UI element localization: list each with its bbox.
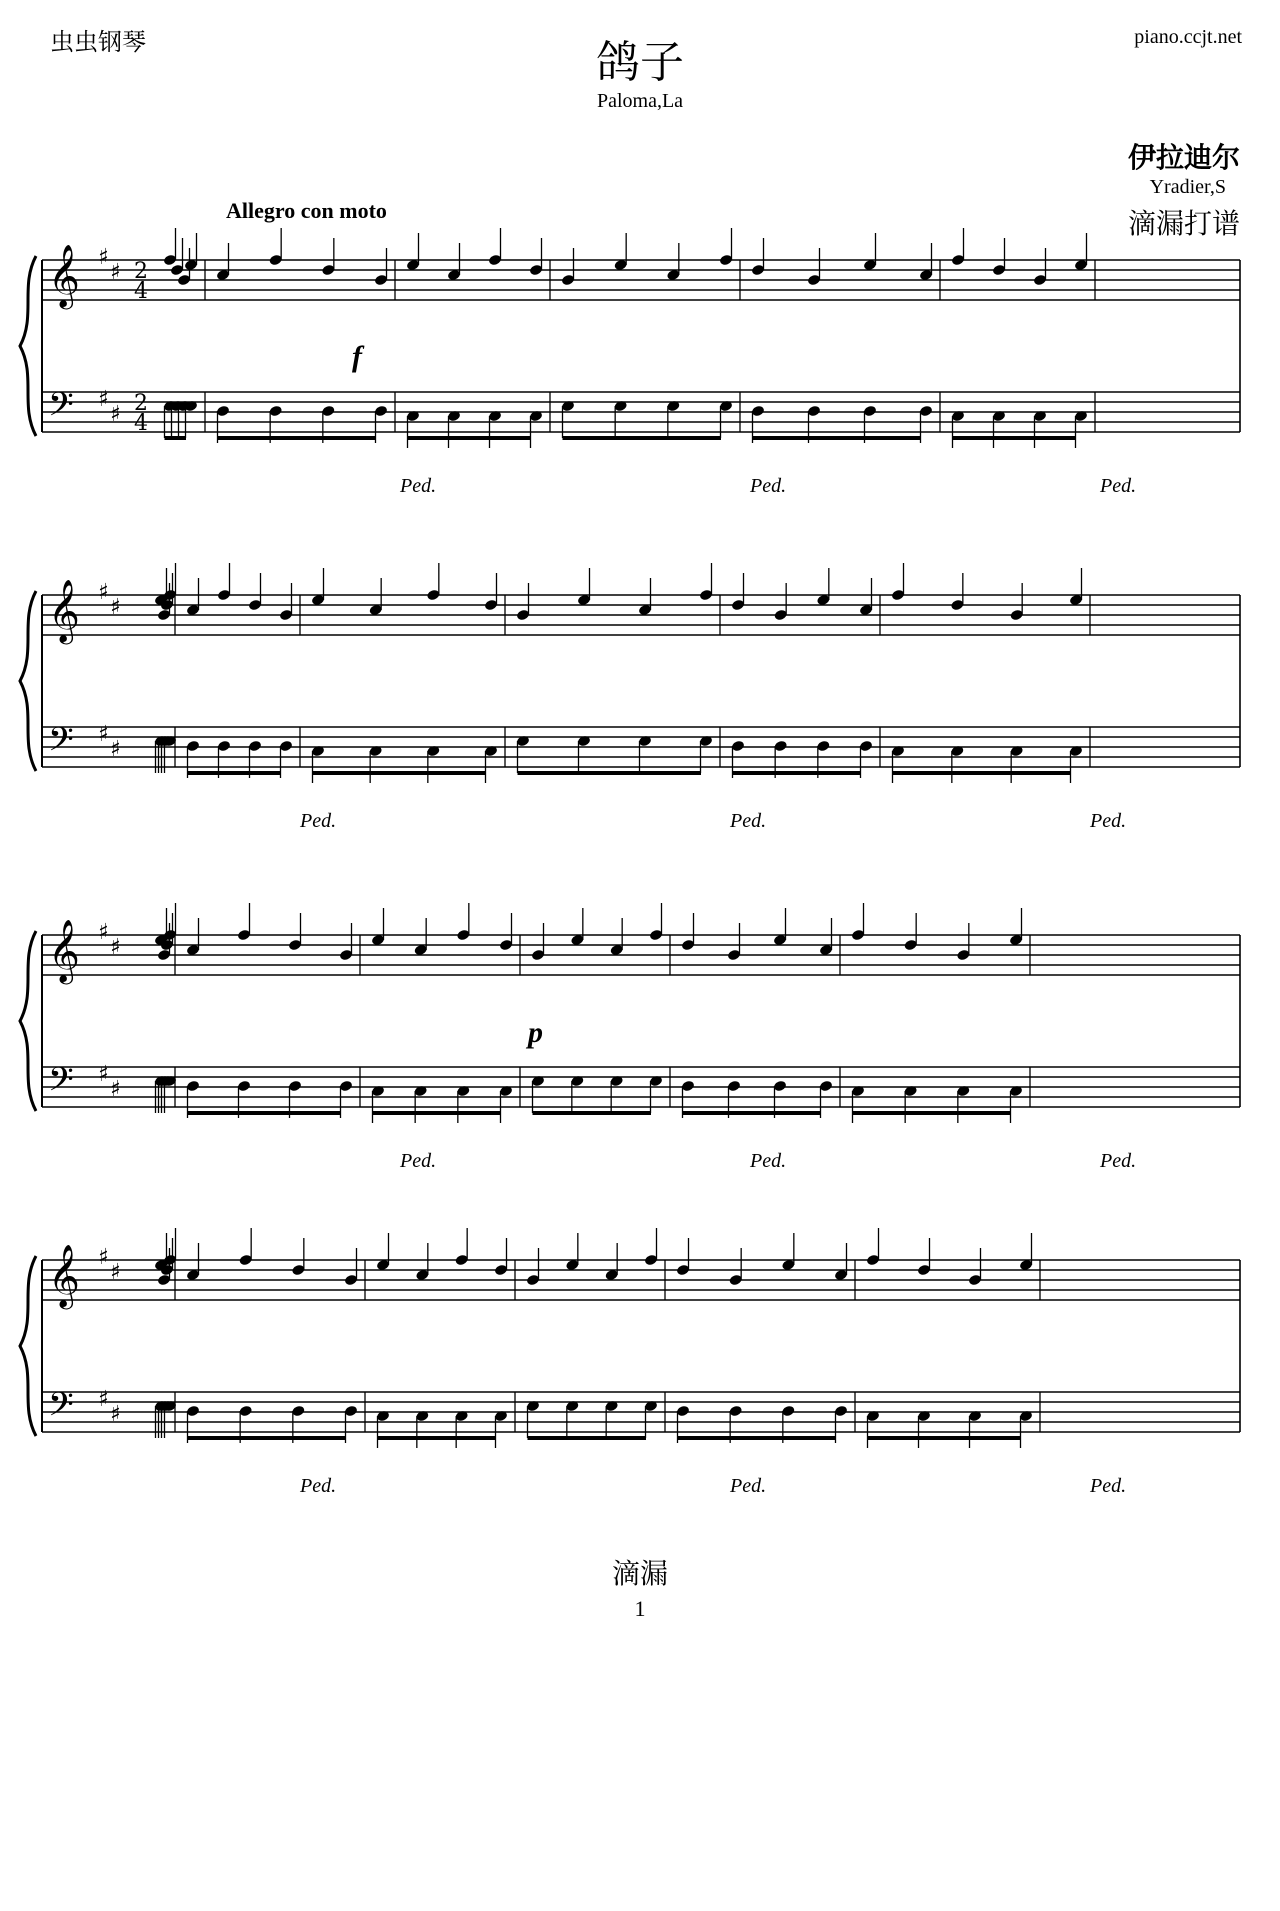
sharp-icon: ♯ — [98, 580, 109, 605]
piece-title: 鸽子 — [596, 37, 684, 88]
pedal-mark: Ped. — [400, 1150, 437, 1172]
tempo-marking: Allegro con moto — [226, 198, 387, 223]
sharp-icon: ♯ — [110, 737, 121, 762]
composer-name: 伊拉迪尔 — [1127, 141, 1240, 174]
brace — [20, 931, 36, 1111]
pedal-mark: Ped. — [300, 810, 337, 832]
sharp-icon: ♯ — [98, 1387, 109, 1412]
beam — [563, 436, 722, 440]
bass-clef-icon: 𝄢 — [48, 721, 74, 767]
pedal-mark: Ped. — [1090, 1475, 1127, 1497]
time-sig-bottom: 4 — [134, 279, 148, 304]
sharp-icon: ♯ — [110, 1402, 121, 1427]
beam — [218, 436, 377, 440]
sharp-icon: ♯ — [98, 1062, 109, 1087]
beam — [953, 436, 1077, 440]
page-number: 1 — [634, 1596, 646, 1621]
sharp-icon: ♯ — [110, 402, 121, 427]
beam — [188, 1111, 342, 1115]
composer-latin-name: Yradier,S — [1149, 176, 1226, 198]
beam — [408, 436, 532, 440]
beam — [678, 1436, 837, 1440]
beam — [188, 1436, 347, 1440]
beam — [853, 1111, 1012, 1115]
beam — [378, 1436, 497, 1440]
beam — [893, 771, 1072, 775]
score-system — [20, 563, 1240, 783]
treble-clef-icon: 𝄞 — [48, 244, 80, 307]
beam — [868, 1436, 1022, 1440]
sharp-icon: ♯ — [110, 935, 121, 960]
score-system — [20, 1228, 1240, 1448]
site-name: 虫虫钢琴 — [50, 28, 146, 56]
footer-transcriber: 滴漏 — [611, 1557, 668, 1590]
bass-clef-icon: 𝄢 — [48, 1386, 74, 1432]
treble-clef-icon: 𝄞 — [48, 1244, 80, 1307]
bass-clef-icon: 𝄢 — [48, 386, 74, 432]
piece-subtitle: Paloma,La — [596, 90, 684, 112]
sharp-icon: ♯ — [110, 260, 121, 285]
sharp-icon: ♯ — [98, 387, 109, 412]
time-sig-top: 2 — [134, 391, 148, 416]
pedal-mark: Ped. — [400, 475, 437, 497]
dynamic-piano: p — [528, 1016, 543, 1049]
sharp-icon: ♯ — [110, 1077, 121, 1102]
beam — [165, 436, 187, 440]
sharp-icon: ♯ — [98, 920, 109, 945]
time-sig-bottom: 4 — [134, 411, 148, 436]
beam — [373, 1111, 502, 1115]
sharp-icon: ♯ — [98, 1245, 109, 1270]
pedal-mark: Ped. — [730, 1475, 767, 1497]
beam — [733, 771, 862, 775]
treble-clef-icon: 𝄞 — [48, 919, 80, 982]
beam — [313, 771, 487, 775]
bass-clef-icon: 𝄢 — [48, 1061, 74, 1107]
pedal-mark: Ped. — [730, 810, 767, 832]
pedal-mark: Ped. — [1100, 1150, 1137, 1172]
beam — [528, 1436, 647, 1440]
sharp-icon: ♯ — [110, 595, 121, 620]
beam — [188, 771, 282, 775]
beam — [518, 771, 702, 775]
score-system — [20, 228, 1240, 448]
sharp-icon: ♯ — [98, 722, 109, 747]
sharp-icon: ♯ — [98, 245, 109, 270]
site-url: piano.ccjt.net — [1134, 26, 1242, 48]
brace — [20, 591, 36, 771]
score-system — [20, 903, 1240, 1123]
treble-clef-icon: 𝄞 — [48, 579, 80, 642]
pedal-mark: Ped. — [1090, 810, 1127, 832]
transcriber-credit: 滴漏打谱 — [1127, 207, 1240, 240]
brace — [20, 256, 36, 436]
beam — [533, 1111, 652, 1115]
pedal-mark: Ped. — [750, 475, 787, 497]
dynamic-forte: f — [352, 340, 362, 373]
sharp-icon: ♯ — [110, 1260, 121, 1285]
pedal-mark: Ped. — [1100, 475, 1137, 497]
pedal-mark: Ped. — [300, 1475, 337, 1497]
brace — [20, 1256, 36, 1436]
beam — [753, 436, 922, 440]
pedal-mark: Ped. — [750, 1150, 787, 1172]
time-sig-top: 2 — [134, 259, 148, 284]
beam — [683, 1111, 822, 1115]
